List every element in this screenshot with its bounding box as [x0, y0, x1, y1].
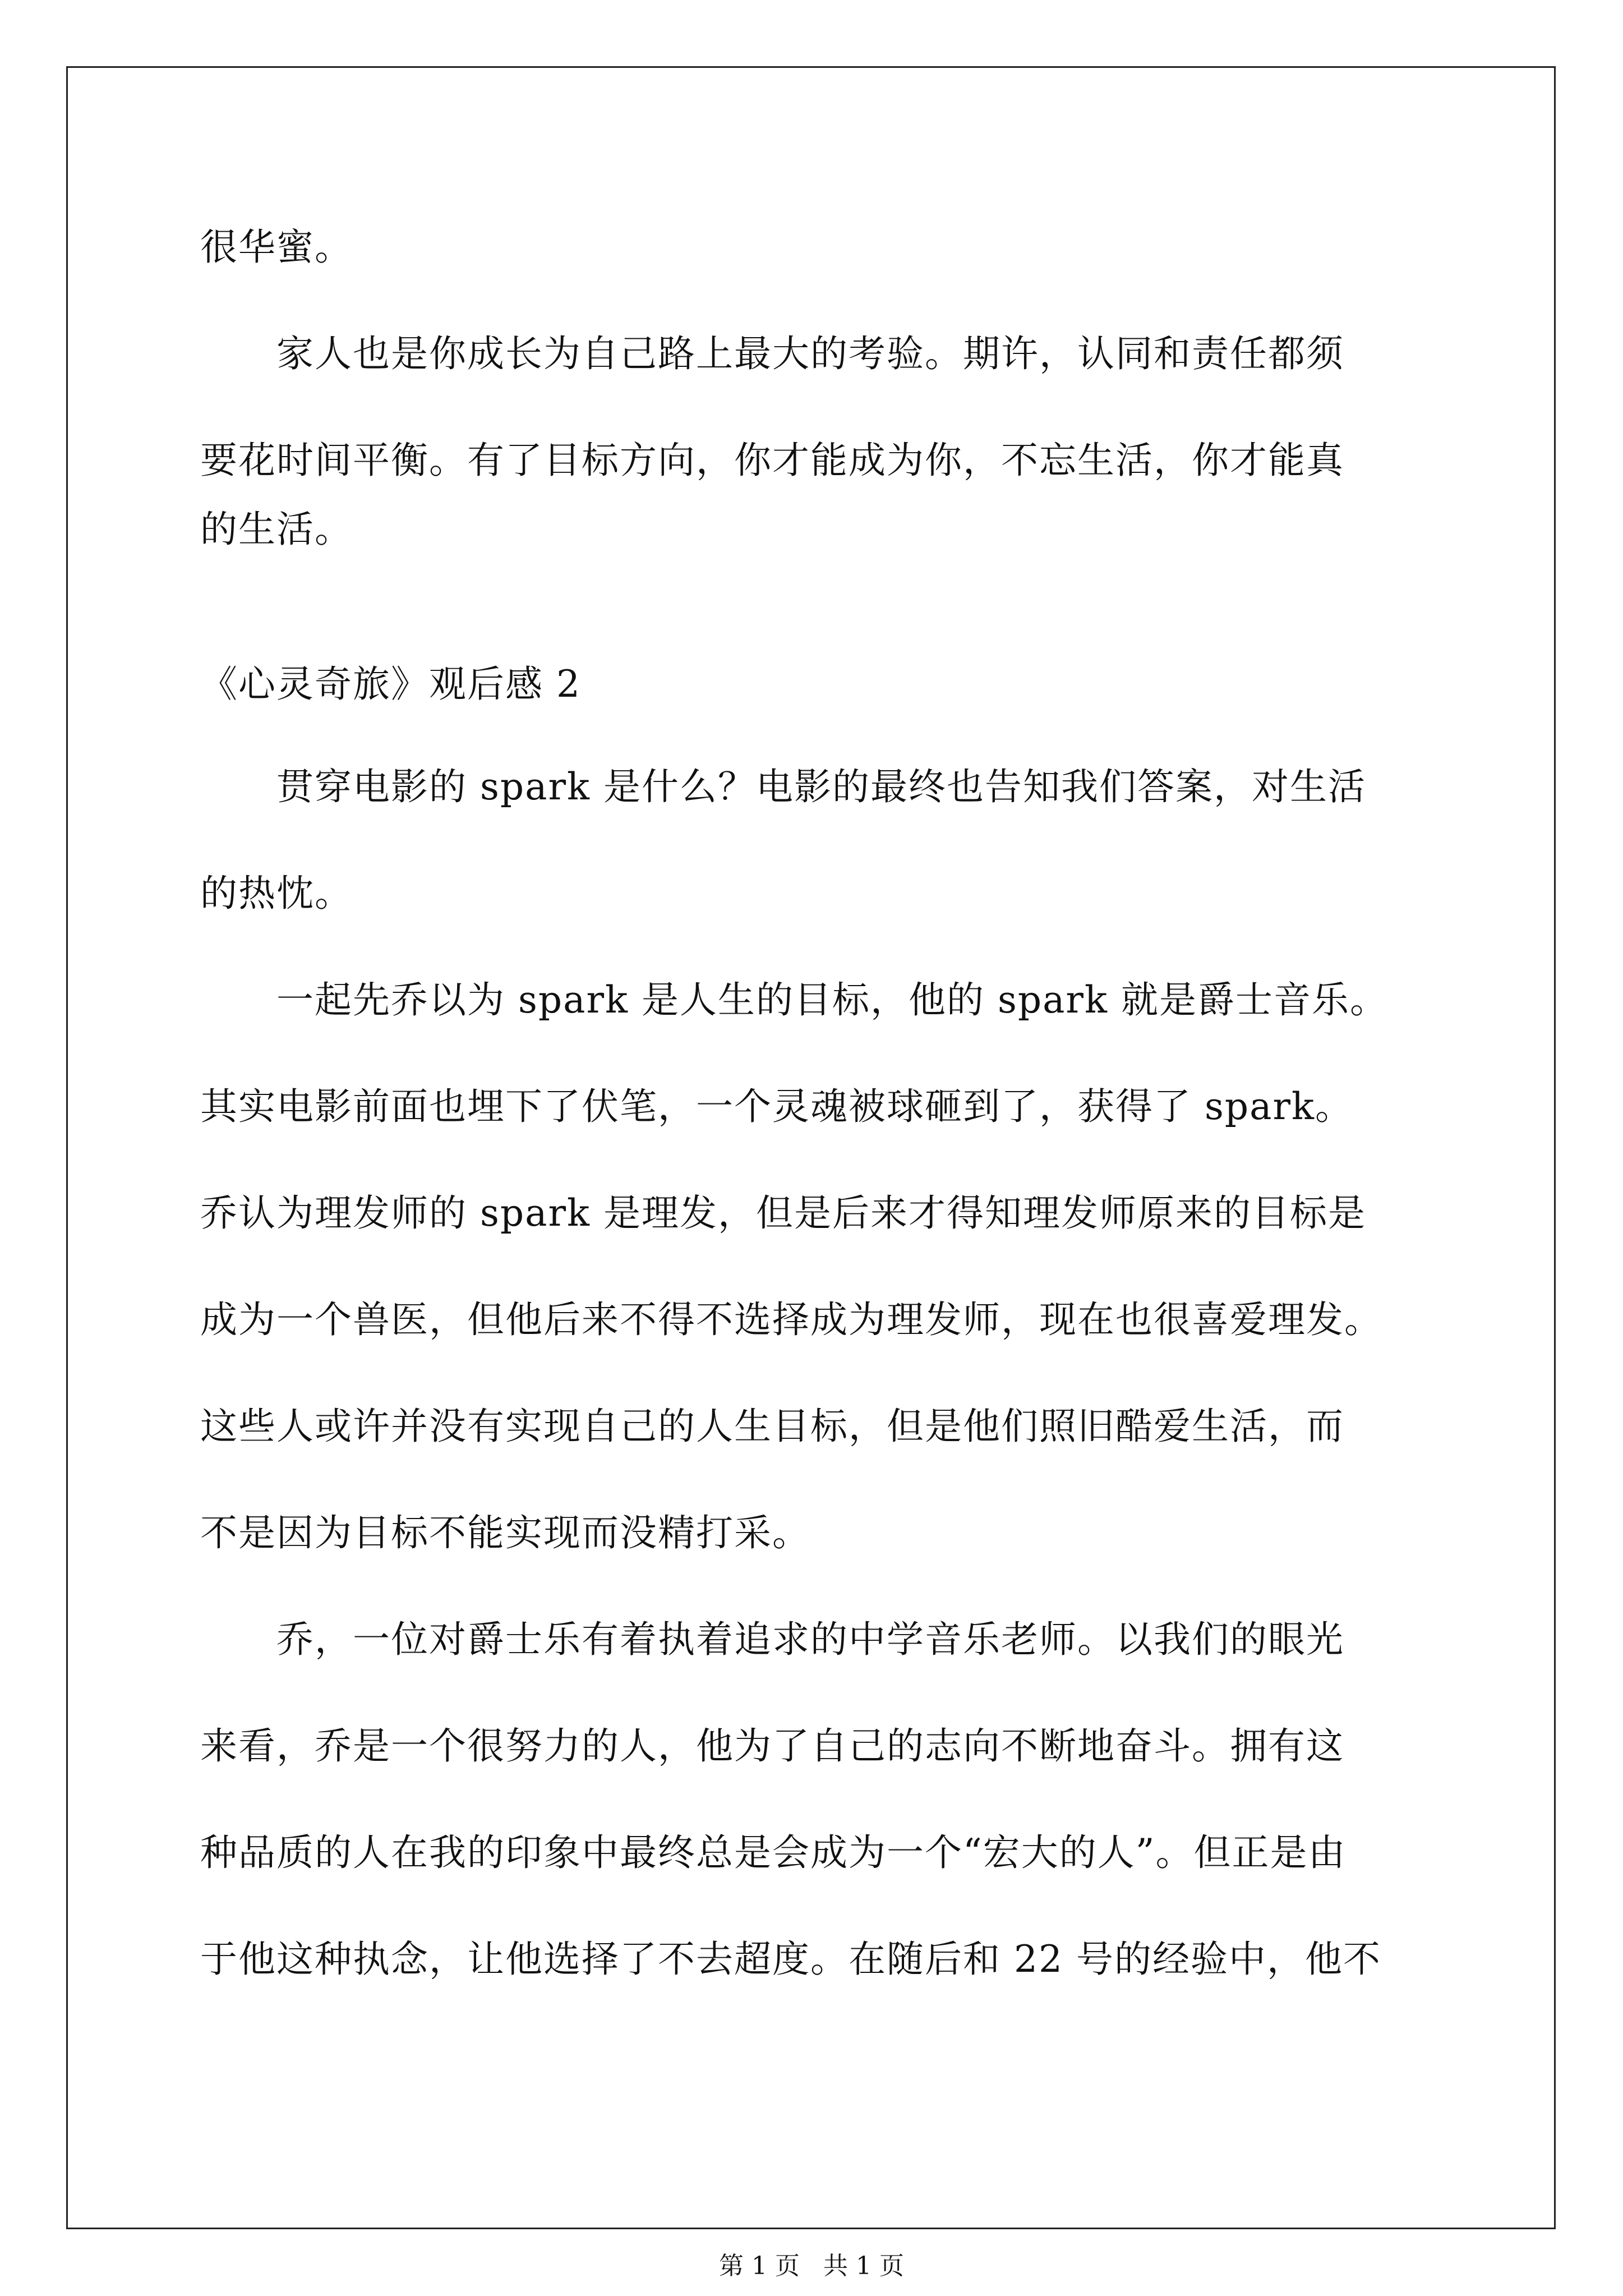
- text-line-11: 成为一个兽医，但他后来不得不选择成为理发师，现在也很喜爱理发。: [200, 1298, 1382, 1341]
- section-heading: 《心灵奇旅》观后感 2: [200, 662, 581, 706]
- page-border: [66, 66, 1556, 2229]
- text-line-9: 其实电影前面也埋下了伏笔，一个灵魂被球砸到了，获得了 spark。: [200, 1085, 1353, 1128]
- text-line-7: 的热忱。: [200, 872, 353, 915]
- text-line-16: 种品质的人在我的印象中最终总是会成为一个“宏大的人”。但正是由: [200, 1831, 1347, 1874]
- text-line-8: 一起先乔以为 spark 是人生的目标，他的 spark 就是爵士音乐。: [200, 978, 1388, 1022]
- text-line-10: 乔认为理发师的 spark 是理发，但是后来才得知理发师原来的目标是: [200, 1191, 1366, 1235]
- text-line-15: 来看，乔是一个很努力的人，他为了自己的志向不断地奋斗。拥有这: [200, 1724, 1344, 1768]
- text-line-14: 乔，一位对爵士乐有着执着追求的中学音乐老师。以我们的眼光: [200, 1618, 1344, 1661]
- text-line-12: 这些人或许并没有实现自己的人生目标，但是他们照旧酷爱生活，而: [200, 1405, 1344, 1448]
- text-line-1: 很华蜜。: [200, 226, 353, 269]
- text-line-13: 不是因为目标不能实现而没精打采。: [200, 1511, 810, 1554]
- text-line-17: 于他这种执念，让他选择了不去超度。在随后和 22 号的经验中，他不: [200, 1938, 1381, 1981]
- text-line-4: 的生活。: [200, 508, 353, 551]
- text-line-3: 要花时间平衡。有了目标方向，你才能成为你，不忘生活，你才能真: [200, 439, 1344, 482]
- text-line-6: 贯穿电影的 spark 是什么？电影的最终也告知我们答案，对生活: [200, 765, 1366, 808]
- text-line-2: 家人也是你成长为自己路上最大的考验。期许，认同和责任都须: [200, 332, 1344, 375]
- page-footer: 第 1 页 共 1 页: [719, 2252, 904, 2280]
